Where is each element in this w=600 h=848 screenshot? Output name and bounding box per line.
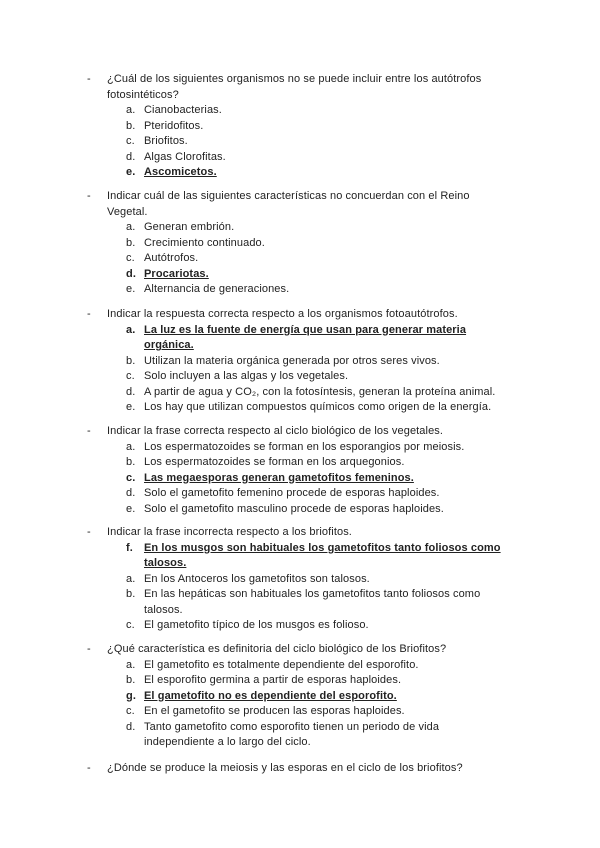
option-text: Solo el gametofito femenino procede de esporas haploides. — [144, 487, 440, 499]
option-item-correct — [0, 323, 600, 354]
question-6 — [0, 642, 600, 751]
question-text: Indicar la frase correcta respecto al ciclo biológico de los vegetales. — [107, 425, 444, 437]
option-label: d. — [126, 720, 136, 733]
option-label: e. — [126, 502, 136, 515]
option-text: El gametofito es totalmente dependiente del esporofito. — [144, 658, 419, 671]
option-item — [0, 486, 600, 502]
option-label: d. — [126, 150, 136, 163]
option-text: Solo incluyen a las algas y los vegetales. — [144, 370, 349, 382]
option-label: c. — [126, 252, 135, 264]
option-item — [0, 502, 600, 518]
option-item — [0, 282, 600, 298]
option-item — [0, 354, 600, 370]
option-item — [0, 455, 600, 471]
list-dash: - — [87, 762, 91, 774]
option-text: La luz es la fuente de energía que usan para generar materia orgánica. — [144, 323, 467, 351]
option-item-correct — [0, 689, 600, 705]
question-text: Indicar la frase incorrecta respecto a los briofitos. — [107, 526, 352, 538]
option-item — [0, 385, 600, 401]
option-label: c. — [126, 370, 135, 382]
option-item — [0, 658, 600, 674]
options-list — [0, 103, 600, 181]
option-item — [0, 251, 600, 267]
question-text: Indicar cuál de las siguientes características no concuerdan con el Reino Vegetal. — [107, 190, 470, 218]
option-label: a. — [126, 323, 136, 336]
option-label: d. — [126, 487, 136, 499]
question-text: Indicar la respuesta correcta respecto a los organismos fotoautótrofos. — [107, 308, 458, 320]
options-list — [0, 440, 600, 518]
option-label: a. — [126, 221, 136, 233]
option-text: Procariotas. — [144, 267, 209, 280]
option-text: Generan embrión. — [144, 221, 235, 233]
list-dash: - — [87, 73, 91, 85]
list-dash: - — [87, 308, 91, 320]
option-text: Crecimiento continuado. — [144, 236, 265, 249]
option-label: c. — [126, 135, 135, 147]
list-dash: - — [87, 526, 91, 538]
option-text: Solo el gametofito masculino procede de esporas haploides. — [144, 502, 444, 515]
option-label: a. — [126, 572, 136, 585]
option-label: g. — [126, 689, 136, 702]
option-item-correct — [0, 165, 600, 181]
option-label: a. — [126, 658, 136, 671]
option-item — [0, 587, 600, 618]
option-label: b. — [126, 354, 136, 367]
option-text: En el gametofito se producen las esporas haploides. — [144, 705, 405, 717]
option-label: f. — [126, 541, 133, 554]
option-text: A partir de agua y CO₂, con la fotosíntesis, generan la proteína animal. — [144, 385, 496, 398]
option-label: c. — [126, 471, 136, 484]
option-item — [0, 134, 600, 150]
list-dash: - — [87, 425, 91, 437]
options-list — [0, 323, 600, 416]
option-label: b. — [126, 588, 136, 600]
option-item — [0, 150, 600, 166]
option-text: Tanto gametofito como esporofito tienen un periodo de vida independiente a lo largo del ciclo. — [144, 720, 440, 748]
question-2 — [0, 189, 600, 298]
option-item — [0, 103, 600, 119]
option-label: e. — [126, 166, 136, 178]
option-text: En las hepáticas son habituales los gametofitos tanto foliosos como talosos. — [144, 588, 481, 616]
option-item — [0, 572, 600, 588]
option-text: Alternancia de generaciones. — [144, 283, 290, 295]
option-item — [0, 618, 600, 634]
option-item — [0, 236, 600, 252]
question-text: ¿Dónde se produce la meiosis y las esporas en el ciclo de los briofitos? — [107, 762, 463, 774]
option-item — [0, 720, 600, 751]
option-text: El gametofito típico de los musgos es folioso. — [144, 619, 369, 631]
option-item — [0, 220, 600, 236]
option-text: Cianobacterias. — [144, 104, 222, 116]
option-label: d. — [126, 267, 136, 280]
option-item — [0, 673, 600, 689]
option-text: El gametofito no es dependiente del esporofito. — [144, 689, 397, 702]
option-item — [0, 369, 600, 385]
option-label: e. — [126, 283, 136, 295]
option-item — [0, 704, 600, 720]
option-text: En los Antoceros los gametofitos son talosos. — [144, 572, 370, 585]
option-text: El esporofito germina a partir de esporas haploides. — [144, 674, 402, 686]
option-text: Los hay que utilizan compuestos químicos como origen de la energía. — [144, 401, 492, 413]
option-text: Utilizan la materia orgánica generada por otros seres vivos. — [144, 354, 440, 367]
options-list — [0, 658, 600, 751]
option-text: Algas Clorofitas. — [144, 150, 226, 163]
list-dash: - — [87, 190, 91, 202]
option-label: d. — [126, 385, 136, 398]
option-label: e. — [126, 401, 136, 413]
option-label: b. — [126, 674, 136, 686]
option-item-correct — [0, 471, 600, 487]
option-label: a. — [126, 440, 136, 453]
option-label: b. — [126, 119, 136, 132]
list-dash: - — [87, 643, 91, 655]
option-text: Autótrofos. — [144, 252, 199, 264]
option-item — [0, 400, 600, 416]
question-text: ¿Cuál de los siguientes organismos no se puede incluir entre los autótrofos fotosintéticos? — [107, 73, 482, 101]
option-label: b. — [126, 236, 136, 249]
option-item — [0, 119, 600, 135]
option-label: a. — [126, 104, 136, 116]
question-7 — [0, 761, 600, 777]
options-list — [0, 541, 600, 634]
option-text: Los espermatozoides se forman en los arquegonios. — [144, 456, 405, 468]
question-text: ¿Qué característica es definitoria del ciclo biológico de los Briofitos? — [107, 643, 447, 655]
option-item — [0, 440, 600, 456]
options-list — [0, 220, 600, 298]
option-text: Las megaesporas generan gametofitos femeninos. — [144, 471, 414, 484]
option-label: b. — [126, 456, 136, 468]
option-text: Los espermatozoides se forman en los esporangios por meiosis. — [144, 440, 465, 453]
option-label: c. — [126, 705, 135, 717]
option-text: Pteridofitos. — [144, 119, 204, 132]
option-label: c. — [126, 619, 135, 631]
option-item-correct — [0, 541, 600, 572]
option-text: En los musgos son habituales los gametofitos tanto foliosos como talosos. — [144, 541, 501, 569]
question-1 — [0, 72, 600, 181]
question-5 — [0, 525, 600, 634]
option-item-correct — [0, 267, 600, 283]
question-3 — [0, 307, 600, 416]
option-text: Briofitos. — [144, 135, 188, 147]
question-4 — [0, 424, 600, 517]
option-text: Ascomicetos. — [144, 166, 217, 178]
